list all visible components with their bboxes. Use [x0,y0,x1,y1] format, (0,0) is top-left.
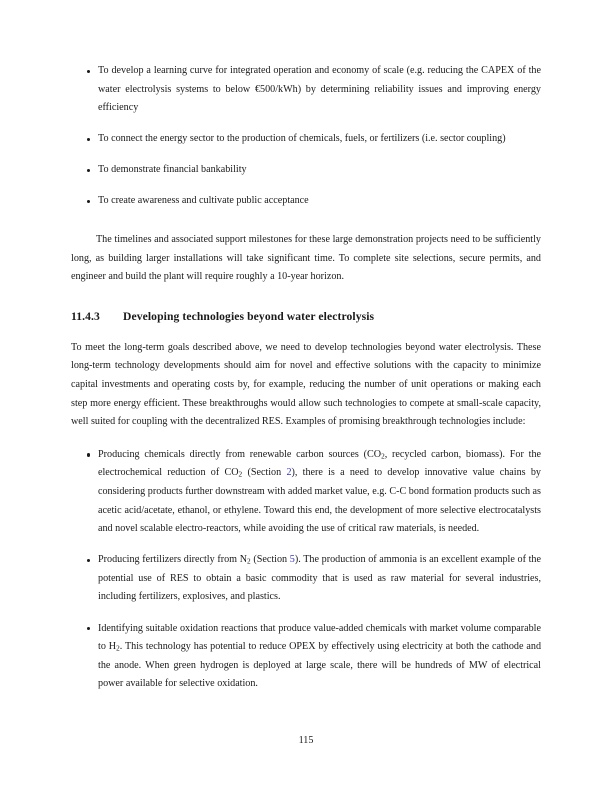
capex-target-value: €500/kWh [254,83,298,95]
breakthrough-technologies-list [71,446,541,694]
list-item-text-post: ) by determining reliability issues and improving energy efficiency [98,83,541,114]
spacer [71,325,541,339]
timelines-paragraph: The timelines and associated support milestones for these large demonstration projects need to be sufficiently long, as building larger installations will take significant time. To complete site selections, secure permits, and engineer and build the plant will require roughly a 10-year horizon. [71,234,541,283]
page-number: 115 [298,735,314,746]
list-item-text-part4: ), there is a need to develop innovative value chains by considering products further downstream with added market value, e.g. C-C bond formation products such as acetic acid/acetate, ethanol, or ethylene. Toward this end, the development of more selective electrocatalysts and novel scalable electro-reactors, while avoiding the use of critical raw materials, is needed. [98,467,541,535]
subscript-co2-second: 2 [238,470,243,479]
bullet-dot-icon [87,200,90,203]
bullet-dot-icon [87,169,90,172]
list-item [71,620,541,694]
spacer [71,287,541,309]
list-item [71,446,541,539]
list-item-text: To create awareness and cultivate public acceptance [98,195,309,207]
section-number: 11.4.3 [71,309,100,323]
bullet-dot-icon [87,559,90,562]
list-item-text-part3: ). The production of ammonia is an excellent example of the potential use of RES to obtain a basic commodity that is used as raw material for several industries, including fertilizers, explosives, and plastics. [98,554,541,603]
subscript-co2-first: 2 [381,451,385,461]
list-item-text-part1: Producing fertilizers directly from N [98,554,248,566]
section-intro-paragraph: To meet the long-term goals described above, we need to develop technologies beyond water electrolysis. These long-term technology developments should aim for novel and effective solutions with the capacity to minimize capital investments and operating costs by, for example, reducing the number of unit operations or making each step more energy efficient. These breakthroughs would allow such technologies to compete at small-scale capacity, well suited for coupling with the decentralized RES. Examples of promising breakthrough technologies include: [71,341,541,428]
bullet-dot-icon [87,70,90,73]
spacer [71,432,541,446]
list-item [71,551,541,607]
list-item-text: To demonstrate financial bankability [98,164,247,176]
page-content [71,62,541,694]
section-cross-reference-link[interactable]: 2 [286,467,292,479]
bullet-dot-icon [87,453,90,456]
list-item-text: To connect the energy sector to the production of chemicals, fuels, or fertilizers (i.e. sector coupling) [98,133,506,145]
list-item-text-part1: Identifying suitable oxidation reactions that produce value-added chemicals with market volume comparable to H [98,622,541,653]
list-item-text-pre: To develop a learning curve for integrated operation and economy of scale (e.g. reducing the CAPEX of the water electrolysis systems to below [98,65,541,95]
list-item-text-part2: (Section [250,554,290,566]
list-item-text-part2: . This technology has potential to reduce OPEX by effectively using electricity at both the cathode and the anode. When green hydrogen is deployed at large scale, there will be hundreds of MW of electrical power available for selective oxidation. [98,641,542,690]
list-item [71,62,541,118]
spacer [71,211,541,231]
list-item-text-part2: , recycled carbon, biomass). For the electrochemical reduction of CO [98,448,542,479]
subscript-n2: 2 [247,556,251,566]
section-title: Developing technologies beyond water electrolysis [123,309,375,323]
list-item-text-part1: Producing chemicals directly from renewable carbon sources (CO [98,448,382,460]
bullet-dot-icon [87,627,90,630]
list-item-text-part3: (Section [242,467,287,479]
list-item [71,130,541,149]
subscript-h2: 2 [116,643,120,653]
list-item [71,192,541,211]
bullet-dot-icon [87,138,90,141]
list-item [71,161,541,180]
objectives-list [71,62,541,211]
section-cross-reference-link[interactable]: 5 [289,554,295,566]
section-heading [71,309,541,325]
